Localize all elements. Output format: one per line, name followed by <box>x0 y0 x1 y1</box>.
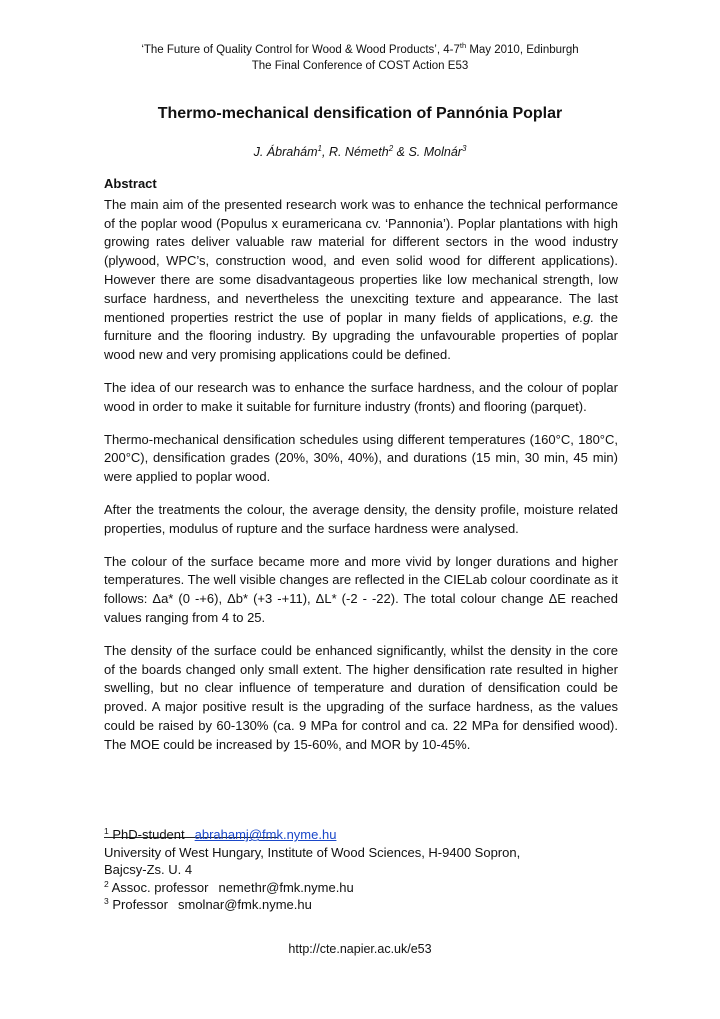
paragraph-text: the furniture and the flooring industry. By upgrading the unfavourable properties of poplar wood new and very promising applications could be defined. <box>104 309 618 363</box>
conference-line-1 <box>0 42 720 58</box>
footnote-affiliation: Bajcsy-Zs. U. 4 <box>104 862 193 877</box>
email-link[interactable]: abrahamj@fmk.nyme.hu <box>194 827 337 842</box>
footnote-role: Professor <box>112 897 168 912</box>
abstract-paragraph: The idea of our research was to enhance the surface hardness, and the colour of poplar wood in order to make it suitable for furniture industry (fronts) and flooring (parquet). <box>104 379 618 414</box>
author-separator: & <box>393 145 409 159</box>
abstract-paragraph: Thermo-mechanical densification schedules using different temperatures (160°C, 180°C, 200°C), densification grades (20%, 30%, 40%), and durations (15 min, 30 min, 45 min) were applied to poplar wood. <box>104 431 618 485</box>
footnote-3 <box>104 896 624 914</box>
footnote-mark: 3 <box>104 896 109 906</box>
abstract-paragraph: After the treatments the colour, the average density, the density profile, moisture related properties, modulus of rupture and the surface hardness were analysed. <box>104 501 618 536</box>
footnote-role: Assoc. professor <box>111 879 209 895</box>
footnote-email: nemethr@fmk.nyme.hu <box>218 879 354 895</box>
author-affiliation-mark: 3 <box>461 144 467 153</box>
conference-line-2: The Final Conference of COST Action E53 <box>251 60 469 72</box>
conference-line-1-text: ‘The Future of Quality Control for Wood & Wood Products’, 4-7 <box>141 44 460 56</box>
footnote-affiliation: University of West Hungary, Institute of Wood Sciences, H-9400 Sopron, <box>104 844 521 860</box>
footnote-mark: 2 <box>104 878 109 889</box>
footnote-role: PhD-student <box>112 827 185 842</box>
paragraph-text: The main aim of the presented research work was to enhance the technical performance of the poplar wood (Populus x euramericana cv. ‘Pannonia’). Poplar plantations with high growing rates deliver valuable raw material for different sectors in the wood industry (plywood, WPC’s, construction wood, and even solid wood for different applications). However there are some disadvantageous properties like low mechanical strength, low surface hardness, and nevertheless the unexciting texture and appearance. The last mentioned properties restrict the use of poplar in many fields of applications, <box>104 196 618 325</box>
author-name: S. Molnár <box>408 145 462 159</box>
author-separator: , <box>321 145 329 159</box>
author-affiliation-mark: 1 <box>317 144 322 153</box>
author-list <box>0 145 720 159</box>
footnotes-section <box>104 826 624 914</box>
footnote-1 <box>104 826 624 844</box>
abstract-heading: Abstract <box>104 176 157 191</box>
footnote-mark: 1 <box>104 826 109 836</box>
abstract-paragraph: The density of the surface could be enhanced significantly, whilst the density in the core of the boards changed only small extent. The higher densification rate resulted in higher swelling, but no clear influence of temperature and duration of densification could be proved. A major positive result is the upgrading of the surface hardness, as the values could be raised by 60-130% (ca. 9 MPa for control and ca. 22 MPa for densified wood). The MOE could be increased by 15-60%, and MOR by 10-45%. <box>104 642 618 752</box>
footnote-email: smolnar@fmk.nyme.hu <box>178 897 312 912</box>
ordinal-superscript: th <box>459 41 467 50</box>
conference-line-1-date: May 2010, Edinburgh <box>466 44 579 56</box>
author-name: R. Németh <box>328 145 389 159</box>
abstract-paragraph <box>104 196 618 365</box>
abstract-section <box>104 175 618 769</box>
paper-title: Thermo-mechanical densification of Pannónia Poplar <box>157 105 563 122</box>
abstract-paragraph: The colour of the surface became more and more vivid by longer durations and higher temperatures. The well visible changes are reflected in the CIELab colour coordinate as it follows: Δa* (0 -+6), Δb* (+3 -+11), ΔL* (-2 - -22). The total colour change ΔE reached values ranging from 4 to 25. <box>104 553 618 625</box>
page-footer-url: http://cte.napier.ac.uk/e53 <box>288 942 432 956</box>
emphasis-text: e.g. <box>572 309 595 325</box>
conference-header <box>0 42 720 74</box>
author-name: J. Ábrahám <box>253 145 318 159</box>
author-affiliation-mark: 2 <box>388 144 394 153</box>
footnote-2 <box>104 879 624 897</box>
